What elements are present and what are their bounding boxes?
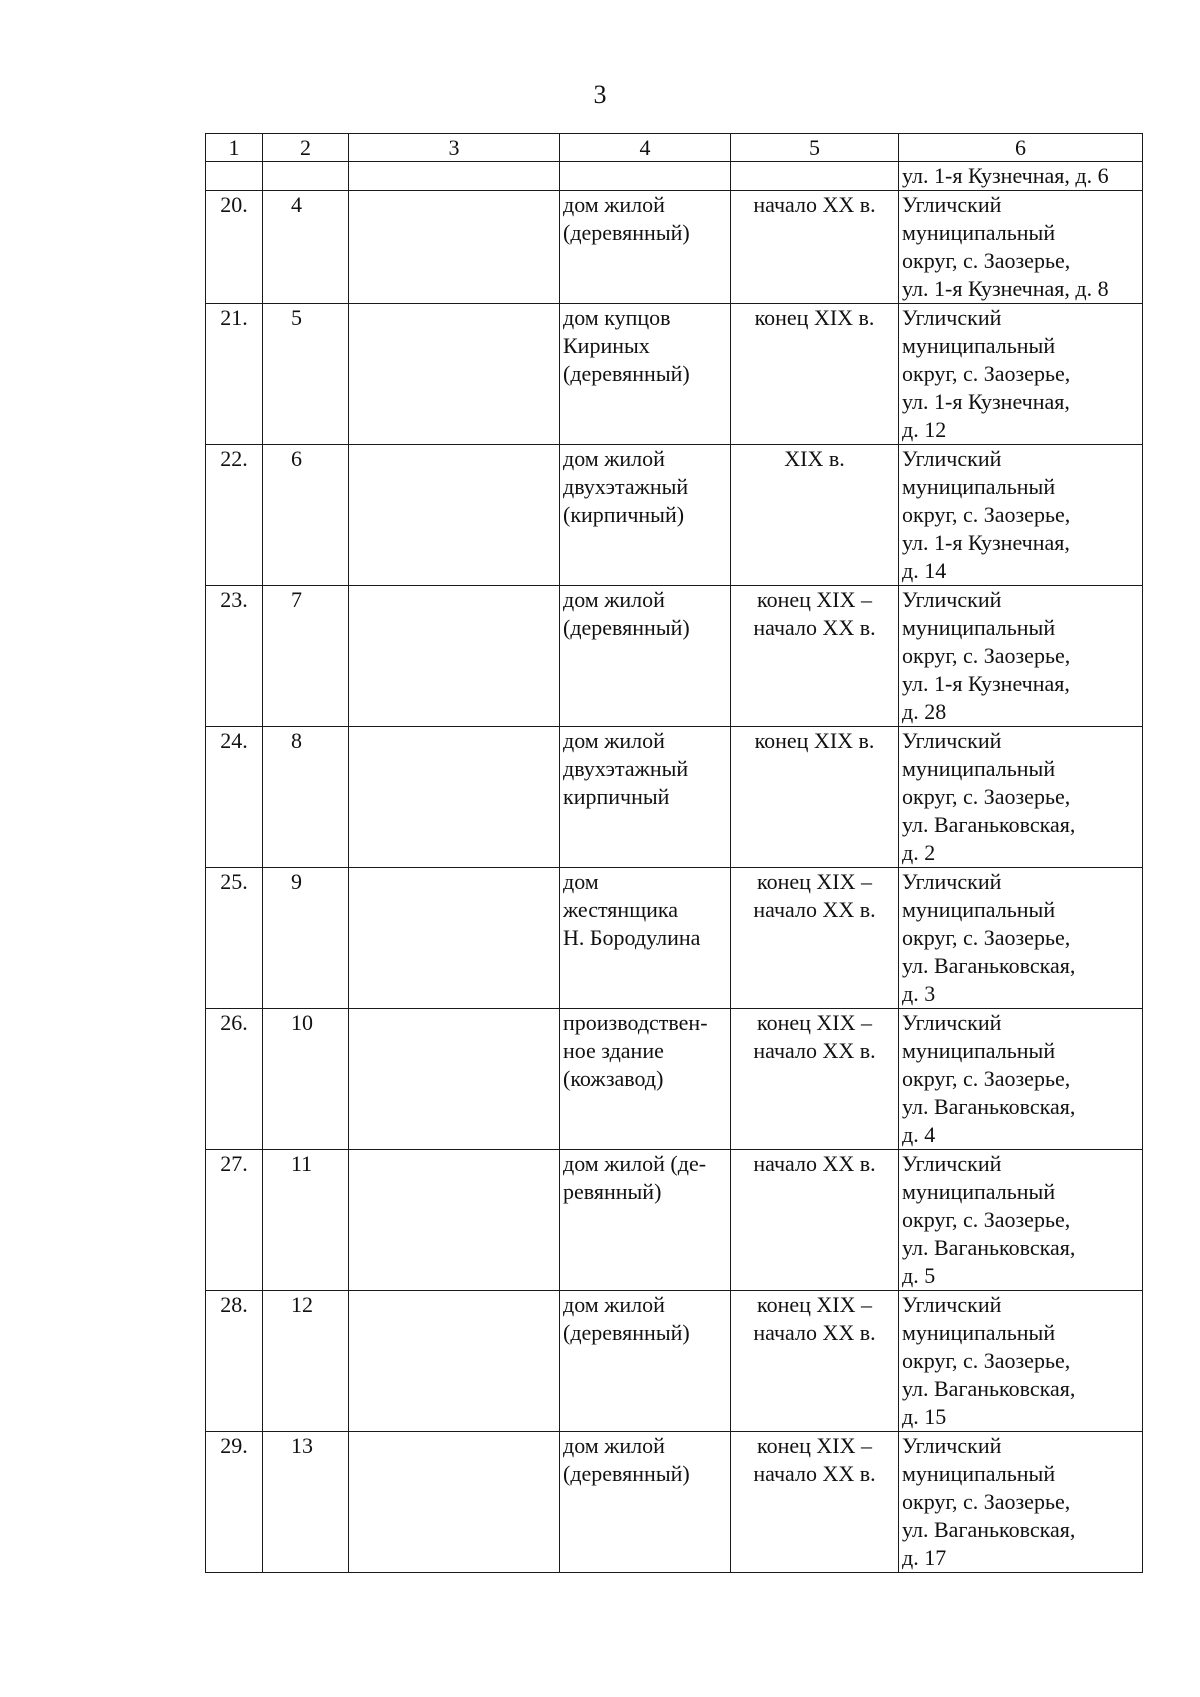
cell-address: [899, 586, 1143, 727]
cell-num: 22.: [206, 445, 263, 586]
cell-name-line: дом купцов: [563, 305, 671, 330]
cell-address-line: д. 12: [902, 417, 947, 442]
cell-address-line: Угличский: [902, 1292, 1002, 1317]
cell-name: [560, 191, 731, 304]
cell-name-line: (деревянный): [563, 1320, 690, 1345]
cell-idx: 5: [263, 304, 349, 445]
header-col-5: 5: [731, 134, 899, 162]
cell-period-line: конец XIX в.: [754, 305, 875, 330]
cell-num: 21.: [206, 304, 263, 445]
cell-col3: [349, 304, 560, 445]
cell-period: [731, 727, 899, 868]
cell-name-line: (деревянный): [563, 361, 690, 386]
cell-address-line: д. 5: [902, 1263, 936, 1288]
cell-num: 25.: [206, 868, 263, 1009]
cell-address-line: округ, с. Заозерье,: [902, 361, 1071, 386]
cell-address-line: округ, с. Заозерье,: [902, 248, 1071, 273]
cell-address-line: ул. 1-я Кузнечная,: [902, 530, 1070, 555]
cell-address-line: округ, с. Заозерье,: [902, 502, 1071, 527]
cell-address-line: Угличский: [902, 192, 1002, 217]
cell-name-line: ное здание: [563, 1038, 664, 1063]
cell-idx: 13: [263, 1432, 349, 1573]
cell-period-line: начало XX в.: [753, 192, 876, 217]
cell-name-line: кирпичный: [563, 784, 670, 809]
cell-period-line: конец XIX –: [757, 587, 872, 612]
cell-address-line: д. 4: [902, 1122, 936, 1147]
cell-period: [731, 162, 899, 191]
cell-period-line: начало XX в.: [753, 615, 876, 640]
cell-address-line: д. 3: [902, 981, 936, 1006]
cell-address-line: д. 2: [902, 840, 936, 865]
cell-name-line: (деревянный): [563, 1461, 690, 1486]
cell-idx: 8: [263, 727, 349, 868]
cell-period-line: конец XIX –: [757, 869, 872, 894]
table-row: [206, 191, 1143, 304]
table-header-row: [206, 134, 1143, 162]
cell-name-line: Кириных: [563, 333, 650, 358]
cell-address-line: Угличский: [902, 869, 1002, 894]
cell-address-line: Угличский: [902, 446, 1002, 471]
cell-period: [731, 1150, 899, 1291]
cell-period-line: XIX в.: [784, 446, 845, 471]
cell-period: [731, 868, 899, 1009]
cell-num: 28.: [206, 1291, 263, 1432]
cell-col3: [349, 162, 560, 191]
cell-address-line: Угличский: [902, 305, 1002, 330]
header-col-4: 4: [560, 134, 731, 162]
cell-name-line: (деревянный): [563, 615, 690, 640]
cell-address-line: ул. Ваганьковская,: [902, 812, 1076, 837]
table-body: [206, 162, 1143, 1573]
cell-address-line: ул. Ваганьковская,: [902, 1235, 1076, 1260]
cell-name-line: дом жилой (де-: [563, 1151, 707, 1176]
cell-period: [731, 191, 899, 304]
cell-idx: 9: [263, 868, 349, 1009]
cell-address-line: д. 15: [902, 1404, 947, 1429]
cell-num: 24.: [206, 727, 263, 868]
cell-idx: 11: [263, 1150, 349, 1291]
continuation-row: [206, 162, 1143, 191]
cell-address-line: муниципальный: [902, 333, 1056, 358]
header-col-2: 2: [263, 134, 349, 162]
cell-period-line: начало XX в.: [753, 897, 876, 922]
cell-idx: 12: [263, 1291, 349, 1432]
cell-idx: 7: [263, 586, 349, 727]
cell-name: [560, 586, 731, 727]
cell-name: [560, 445, 731, 586]
cell-col3: [349, 727, 560, 868]
cell-name-line: Н. Бородулина: [563, 925, 701, 950]
table-row: [206, 586, 1143, 727]
cell-period-line: начало XX в.: [753, 1320, 876, 1345]
cell-address-line: д. 17: [902, 1545, 947, 1570]
cell-name-line: жестянщика: [563, 897, 679, 922]
cell-address-line: округ, с. Заозерье,: [902, 1348, 1071, 1373]
table-row: [206, 1432, 1143, 1573]
cell-address: [899, 1432, 1143, 1573]
cell-period: [731, 586, 899, 727]
cell-address-line: д. 14: [902, 558, 947, 583]
cell-num: 29.: [206, 1432, 263, 1573]
cell-idx: [263, 162, 349, 191]
cell-address: [899, 304, 1143, 445]
table-row: [206, 1009, 1143, 1150]
cell-address-line: муниципальный: [902, 756, 1056, 781]
cell-num: 27.: [206, 1150, 263, 1291]
cell-period-line: начало XX в.: [753, 1151, 876, 1176]
table-row: [206, 868, 1143, 1009]
heritage-register-table: [205, 133, 1143, 1573]
cell-name-line: дом жилой: [563, 1292, 665, 1317]
cell-idx: 4: [263, 191, 349, 304]
header-col-1: 1: [206, 134, 263, 162]
cell-address-line: муниципальный: [902, 615, 1056, 640]
cell-period-line: начало XX в.: [753, 1038, 876, 1063]
cell-col3: [349, 868, 560, 1009]
cell-address-line: округ, с. Заозерье,: [902, 1207, 1071, 1232]
cell-name-line: дом жилой: [563, 728, 665, 753]
cell-address-line: муниципальный: [902, 1461, 1056, 1486]
cell-name-line: дом жилой: [563, 1433, 665, 1458]
cell-address-line: ул. 1-я Кузнечная,: [902, 671, 1070, 696]
cell-idx: 10: [263, 1009, 349, 1150]
cell-period: [731, 1009, 899, 1150]
cell-name: [560, 1009, 731, 1150]
cell-address-line: ул. Ваганьковская,: [902, 1094, 1076, 1119]
cell-address-line: ул. 1-я Кузнечная,: [902, 389, 1070, 414]
cell-name-line: (деревянный): [563, 220, 690, 245]
cell-address-line: Угличский: [902, 1010, 1002, 1035]
cell-address: [899, 191, 1143, 304]
cell-address-line: Угличский: [902, 587, 1002, 612]
cell-name: [560, 868, 731, 1009]
cell-name-line: (кожзавод): [563, 1066, 664, 1091]
cell-address-line: Угличский: [902, 1433, 1002, 1458]
cell-name: [560, 727, 731, 868]
header-col-6: 6: [899, 134, 1143, 162]
cell-col3: [349, 1150, 560, 1291]
cell-num: 26.: [206, 1009, 263, 1150]
cell-address-line: ул. Ваганьковская,: [902, 1517, 1076, 1542]
table-row: [206, 445, 1143, 586]
cell-name-line: дом жилой: [563, 446, 665, 471]
cell-period-line: конец XIX –: [757, 1010, 872, 1035]
cell-address-line: муниципальный: [902, 474, 1056, 499]
cell-name: [560, 1150, 731, 1291]
cell-period-line: конец XIX –: [757, 1292, 872, 1317]
cell-address-line: округ, с. Заозерье,: [902, 1489, 1071, 1514]
cell-address: [899, 1009, 1143, 1150]
cell-col3: [349, 586, 560, 727]
cell-address: [899, 1150, 1143, 1291]
cell-name-line: (кирпичный): [563, 502, 685, 527]
cell-address-line: округ, с. Заозерье,: [902, 1066, 1071, 1091]
cell-address-line: ул. Ваганьковская,: [902, 953, 1076, 978]
cell-name-line: двухэтажный: [563, 756, 689, 781]
cell-name-line: производствен-: [563, 1010, 708, 1035]
cell-name: [560, 1291, 731, 1432]
cell-address-line: муниципальный: [902, 1038, 1056, 1063]
cell-name-line: дом жилой: [563, 192, 665, 217]
cell-name: [560, 162, 731, 191]
cell-address-line: муниципальный: [902, 897, 1056, 922]
cell-col3: [349, 1291, 560, 1432]
table-row: [206, 304, 1143, 445]
cell-address-line: ул. 1-я Кузнечная, д. 8: [902, 276, 1109, 301]
cell-address-line: Угличский: [902, 1151, 1002, 1176]
cell-col3: [349, 1009, 560, 1150]
cell-period-line: конец XIX в.: [754, 728, 875, 753]
cell-name: [560, 304, 731, 445]
cell-period: [731, 1432, 899, 1573]
cell-period-line: начало XX в.: [753, 1461, 876, 1486]
table-row: [206, 1150, 1143, 1291]
cell-col3: [349, 445, 560, 586]
header-col-3: 3: [349, 134, 560, 162]
cell-address-line: муниципальный: [902, 1179, 1056, 1204]
cell-address: [899, 1291, 1143, 1432]
cell-num: 20.: [206, 191, 263, 304]
cell-address: [899, 445, 1143, 586]
cell-period: [731, 445, 899, 586]
cell-idx: 6: [263, 445, 349, 586]
cell-address-line: ул. Ваганьковская,: [902, 1376, 1076, 1401]
cell-period-line: конец XIX –: [757, 1433, 872, 1458]
cell-col3: [349, 191, 560, 304]
cell-name-line: двухэтажный: [563, 474, 689, 499]
cell-period: [731, 304, 899, 445]
cell-col3: [349, 1432, 560, 1573]
page-number: 3: [593, 80, 607, 109]
cell-name-line: дом: [563, 869, 599, 894]
cell-address: [899, 727, 1143, 868]
cell-address-line: муниципальный: [902, 1320, 1056, 1345]
cell-address-line: Угличский: [902, 728, 1002, 753]
cell-address: ул. 1-я Кузнечная, д. 6: [899, 162, 1143, 191]
cell-address-line: округ, с. Заозерье,: [902, 925, 1071, 950]
cell-num: 23.: [206, 586, 263, 727]
cell-num: [206, 162, 263, 191]
table-row: [206, 1291, 1143, 1432]
cell-address-line: округ, с. Заозерье,: [902, 784, 1071, 809]
cell-name-line: дом жилой: [563, 587, 665, 612]
cell-name: [560, 1432, 731, 1573]
cell-address: [899, 868, 1143, 1009]
cell-address-line: д. 28: [902, 699, 947, 724]
cell-address-line: округ, с. Заозерье,: [902, 643, 1071, 668]
cell-address-line: муниципальный: [902, 220, 1056, 245]
table-row: [206, 727, 1143, 868]
cell-name-line: ревянный): [563, 1179, 662, 1204]
cell-period: [731, 1291, 899, 1432]
